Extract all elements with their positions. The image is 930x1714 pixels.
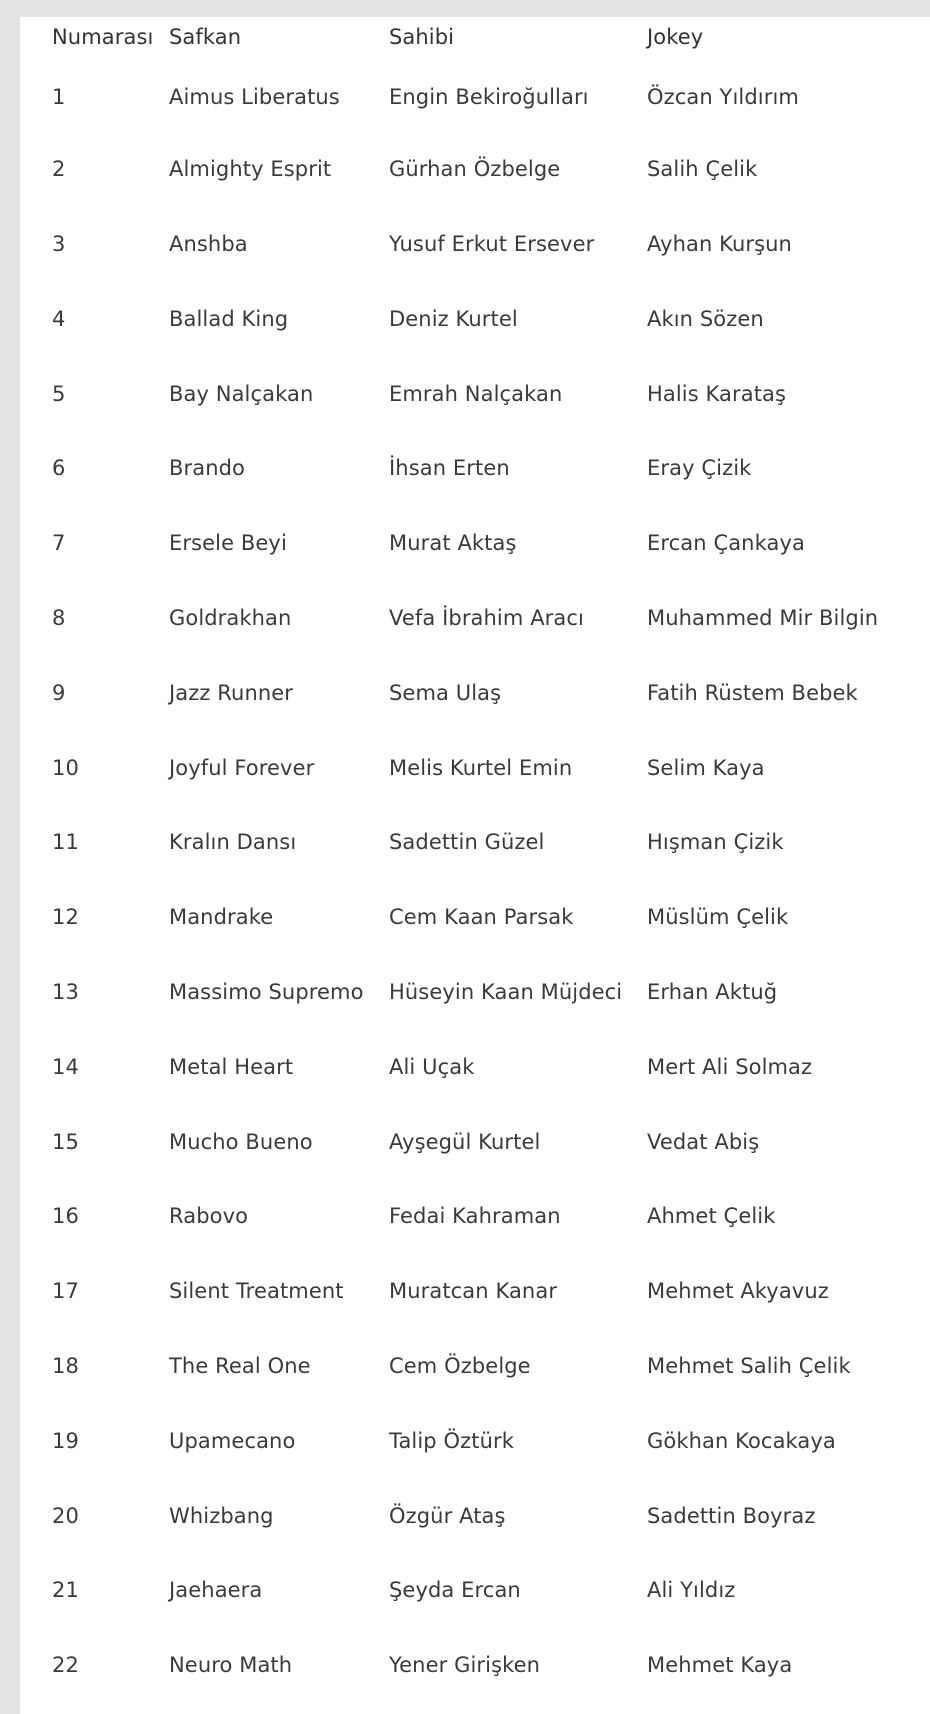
table-row — [52, 1254, 912, 1329]
cell-owner: Gürhan Özbelge — [389, 157, 561, 182]
cell-owner: Sadettin Güzel — [389, 830, 545, 855]
cell-horse: Ballad King — [169, 306, 289, 331]
cell-jockey: Gökhan Kocakaya — [647, 1428, 836, 1453]
cell-number: 12 — [52, 905, 79, 930]
cell-jockey: Vedat Abiş — [647, 1129, 760, 1154]
cell-horse: Metal Heart — [169, 1054, 294, 1079]
cell-jockey: Erhan Aktuğ — [647, 979, 778, 1004]
cell-number: 10 — [52, 755, 79, 780]
cell-horse: Rabovo — [169, 1204, 249, 1229]
cell-horse: Brando — [169, 456, 245, 481]
cell-number: 22 — [52, 1653, 79, 1678]
cell-jockey: Selim Kaya — [647, 755, 765, 780]
cell-horse: Neuro Math — [169, 1653, 293, 1678]
cell-horse: Bay Nalçakan — [169, 381, 314, 406]
cell-owner: Fedai Kahraman — [389, 1204, 561, 1229]
cell-horse: The Real One — [169, 1353, 311, 1378]
cell-jockey: Mehmet Kaya — [647, 1653, 793, 1678]
cell-jockey: Ayhan Kurşun — [647, 231, 792, 256]
table-row — [52, 1478, 912, 1553]
cell-horse: Anshba — [169, 231, 248, 256]
cell-owner: Yener Girişken — [389, 1653, 541, 1678]
cell-jockey: Akın Sözen — [647, 306, 764, 331]
cell-owner: Özgür Ataş — [389, 1503, 506, 1528]
table-row — [52, 730, 912, 805]
table-row — [52, 955, 912, 1030]
cell-jockey: Muhammed Mir Bilgin — [647, 605, 879, 630]
cell-owner: Murat Aktaş — [389, 531, 517, 556]
cell-horse: Jaehaera — [169, 1578, 263, 1603]
cell-jockey: Özcan Yıldırım — [647, 85, 799, 110]
cell-number: 5 — [52, 381, 66, 406]
cell-owner: Muratcan Kanar — [389, 1279, 558, 1304]
cell-jockey: Mehmet Akyavuz — [647, 1279, 829, 1304]
header-number: Numarası — [52, 25, 154, 49]
cell-horse: Aimus Liberatus — [169, 85, 340, 110]
cell-owner: Hüseyin Kaan Müjdeci — [389, 979, 623, 1004]
cell-jockey: Ahmet Çelik — [647, 1204, 776, 1229]
cell-horse: Whizbang — [169, 1503, 274, 1528]
cell-owner: Cem Özbelge — [389, 1353, 531, 1378]
cell-horse: Almighty Esprit — [169, 157, 332, 182]
cell-jockey: Eray Çizik — [647, 456, 752, 481]
table-row — [52, 207, 912, 282]
cell-owner: Cem Kaan Parsak — [389, 905, 574, 930]
table-row — [52, 1329, 912, 1404]
cell-owner: Engin Bekiroğulları — [389, 85, 589, 110]
cell-horse: Massimo Supremo — [169, 979, 364, 1004]
content-panel — [20, 17, 930, 1714]
cell-jockey: Salih Çelik — [647, 157, 758, 182]
cell-owner: Ayşegül Kurtel — [389, 1129, 541, 1154]
cell-owner: Emrah Nalçakan — [389, 381, 563, 406]
table-row — [52, 1628, 912, 1703]
cell-number: 18 — [52, 1353, 79, 1378]
table-header — [52, 17, 912, 57]
cell-number: 14 — [52, 1054, 79, 1079]
cell-jockey: Hışman Çizik — [647, 830, 784, 855]
cell-owner: Şeyda Ercan — [389, 1578, 521, 1603]
header-jockey: Jokey — [647, 25, 704, 49]
table-row — [52, 805, 912, 880]
header-row — [52, 17, 912, 57]
cell-owner: Melis Kurtel Emin — [389, 755, 573, 780]
cell-number: 21 — [52, 1578, 79, 1603]
table-body — [52, 57, 912, 1703]
cell-horse: Mandrake — [169, 905, 274, 930]
cell-owner: İhsan Erten — [389, 456, 510, 481]
cell-horse: Upamecano — [169, 1428, 296, 1453]
cell-horse: Ersele Beyi — [169, 531, 287, 556]
cell-owner: Yusuf Erkut Ersever — [389, 231, 595, 256]
cell-number: 17 — [52, 1279, 79, 1304]
cell-horse: Joyful Forever — [169, 755, 315, 780]
cell-horse: Kralın Dansı — [169, 830, 297, 855]
cell-owner: Ali Uçak — [389, 1054, 475, 1079]
cell-owner: Vefa İbrahim Aracı — [389, 605, 584, 630]
table-row — [52, 1029, 912, 1104]
cell-jockey: Ercan Çankaya — [647, 531, 805, 556]
table-row — [52, 281, 912, 356]
cell-number: 1 — [52, 85, 66, 110]
cell-owner: Talip Öztürk — [389, 1428, 514, 1453]
cell-jockey: Fatih Rüstem Bebek — [647, 680, 858, 705]
table-row — [52, 1553, 912, 1628]
cell-number: 6 — [52, 456, 66, 481]
cell-jockey: Sadettin Boyraz — [647, 1503, 816, 1528]
cell-jockey: Müslüm Çelik — [647, 905, 789, 930]
cell-number: 15 — [52, 1129, 79, 1154]
header-owner: Sahibi — [389, 25, 455, 49]
table-row — [52, 1104, 912, 1179]
table-row — [52, 431, 912, 506]
table-row — [52, 132, 912, 207]
cell-jockey: Mehmet Salih Çelik — [647, 1353, 851, 1378]
cell-jockey: Halis Karataş — [647, 381, 787, 406]
table-row — [52, 1179, 912, 1254]
table-row — [52, 581, 912, 656]
cell-number: 20 — [52, 1503, 79, 1528]
table-row — [52, 57, 912, 132]
cell-number: 8 — [52, 605, 66, 630]
table-row — [52, 356, 912, 431]
cell-number: 4 — [52, 306, 66, 331]
table-row — [52, 1403, 912, 1478]
cell-number: 9 — [52, 680, 66, 705]
cell-horse: Goldrakhan — [169, 605, 292, 630]
cell-number: 13 — [52, 979, 79, 1004]
cell-number: 2 — [52, 157, 66, 182]
cell-number: 3 — [52, 231, 66, 256]
cell-owner: Sema Ulaş — [389, 680, 502, 705]
cell-number: 16 — [52, 1204, 79, 1229]
header-horse: Safkan — [169, 25, 242, 49]
cell-horse: Mucho Bueno — [169, 1129, 313, 1154]
cell-jockey: Ali Yıldız — [647, 1578, 736, 1603]
table-row — [52, 655, 912, 730]
cell-number: 7 — [52, 531, 66, 556]
cell-horse: Jazz Runner — [169, 680, 294, 705]
cell-jockey: Mert Ali Solmaz — [647, 1054, 813, 1079]
table-row — [52, 880, 912, 955]
cell-number: 19 — [52, 1428, 79, 1453]
cell-owner: Deniz Kurtel — [389, 306, 518, 331]
race-entries-table — [52, 17, 912, 1703]
table-row — [52, 506, 912, 581]
cell-horse: Silent Treatment — [169, 1279, 344, 1304]
cell-number: 11 — [52, 830, 79, 855]
